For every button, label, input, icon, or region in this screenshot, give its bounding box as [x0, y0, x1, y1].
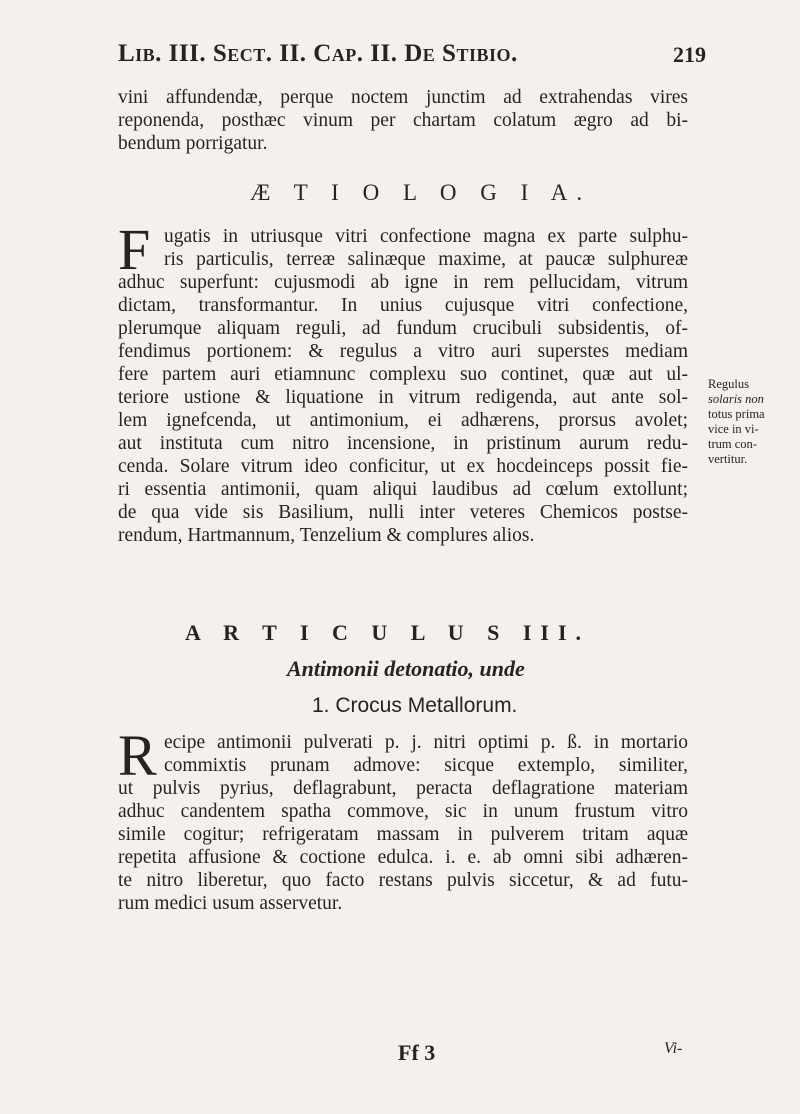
text-line: de qua vide sis Basilium, nulli inter veteres Chemicos postse- [118, 502, 688, 523]
paragraph-recipe [118, 723, 688, 915]
text-line: rum medici usum asservetur. [118, 893, 343, 914]
margin-note-line: trum con- [708, 437, 757, 451]
signature-mark: Ff 3 [398, 1040, 436, 1065]
drop-cap: R [118, 723, 157, 788]
paragraph-recipe-end [118, 86, 688, 155]
text-line: cenda. Solare vitrum ideo conficitur, ut ex hocdeinceps possit fie- [118, 456, 688, 477]
text-line: reponenda, posthæc vinum per chartam colatum ægro ad bi- [118, 110, 688, 131]
margin-note-line: totus prima [708, 407, 765, 421]
margin-note [708, 377, 798, 467]
catchword: Vi- [664, 1040, 683, 1057]
text-line: fendimus portionem: & regulus a vitro auri superstes mediam [118, 341, 688, 362]
text-line: ris particulis, terreæ salinæque maxime, at paucæ sulphureæ [164, 249, 688, 270]
section-heading-articulus: A R T I C U L U S III. [185, 620, 591, 645]
page-number: 219 [673, 42, 706, 67]
section-subheading: Antimonii detonatio, unde [287, 656, 525, 681]
margin-note-line: solaris non [708, 392, 764, 406]
text-line: dictam, transformantur. In unius cujusque vitri confectione, [118, 295, 688, 316]
text-line: fere partem auri etiamnunc complexu suo continet, quæ aut ul- [118, 364, 688, 385]
margin-note-line: vice in vi- [708, 422, 759, 436]
text-line: ecipe antimonii pulverati p. j. nitri optimi p. ß. in mortario [164, 732, 688, 753]
text-line: adhuc superfunt: cujusmodi ab igne in rem pellucidam, vitrum [118, 272, 688, 293]
running-head: Lib. III. Sect. II. Cap. II. De Stibio. [118, 40, 518, 67]
margin-note-line: Regulus [708, 377, 749, 391]
recipe-title: 1. Crocus Metallorum. [312, 694, 518, 717]
text-line: aut instituta cum nitro incensione, in pristinum aurum redu- [118, 433, 688, 454]
text-line: simile cogitur; refrigeratam massam in pulverem tritam aquæ [118, 824, 688, 845]
text-line: plerumque aliquam reguli, ad fundum crucibuli subsidentis, of- [118, 318, 688, 339]
text-line: ri essentia antimonii, quam aliqui laudibus ad cœlum extollunt; [118, 479, 688, 500]
text-line: adhuc candentem spatha commove, sic in unum frustum vitro [118, 801, 688, 822]
text-line: repetita affusione & coctione edulca. i. e. ab omni sibi adhæren- [118, 847, 688, 868]
margin-note-line: vertitur. [708, 452, 748, 466]
section-heading-aetiologia: Æ T I O L O G I A. [250, 180, 592, 205]
text-line: lem ignefcenda, ut antimonium, ei adhærens, prorsus avolet; [118, 410, 688, 431]
text-line: te nitro liberetur, quo facto restans pulvis siccetur, & ad futu- [118, 870, 688, 891]
text-line: bendum porrigatur. [118, 133, 268, 154]
text-line: ugatis in utriusque vitri confectione magna ex parte sulphu- [164, 226, 688, 247]
drop-cap: F [118, 217, 151, 282]
page-header [118, 40, 718, 80]
paragraph-aetiologia [118, 217, 688, 547]
text-line: commixtis prunam admove: sicque extemplo, similiter, [164, 755, 688, 776]
text-line: rendum, Hartmannum, Tenzelium & complures alios. [118, 525, 535, 546]
text-line: ut pulvis pyrius, deflagrabunt, peracta deflagratione materiam [118, 778, 688, 799]
text-line: teriore ustione & liquatione in vitrum redigenda, aut ante sol- [118, 387, 688, 408]
text-line: vini affundendæ, perque noctem junctim ad extrahendas vires [118, 87, 688, 108]
